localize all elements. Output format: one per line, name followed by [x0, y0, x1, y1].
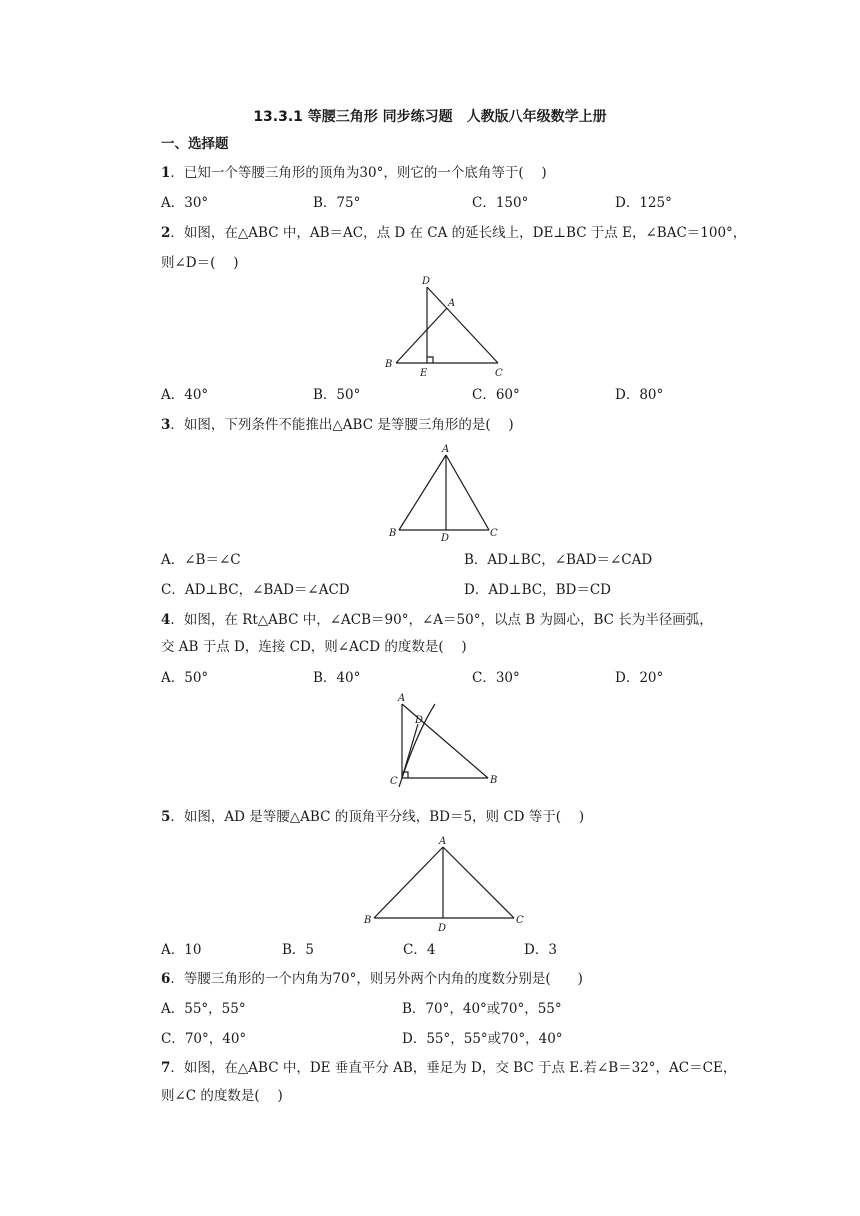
label-e: E: [420, 368, 428, 379]
question-text: ．已知一个等腰三角形的顶角为30°，则它的一个底角等于( ): [170, 165, 547, 181]
option-a: A．30°: [161, 195, 209, 211]
label-d: D: [422, 276, 431, 287]
label-d: D: [438, 923, 447, 934]
label-a: A: [442, 444, 450, 455]
segment-ac: [446, 455, 489, 530]
segment-ab: [399, 455, 446, 530]
question-number: 3: [161, 417, 171, 433]
question-text: ．等腰三角形的一个内角为70°，则另外两个内角的度数分别是( ): [170, 971, 583, 987]
label-d: D: [415, 715, 424, 726]
right-angle-mark: [427, 357, 433, 363]
segment-dc: [427, 287, 498, 363]
question-7: [161, 1059, 736, 1077]
option-b: B．40°: [313, 670, 361, 686]
segment-ab: [374, 847, 443, 918]
label-c: C: [390, 776, 398, 787]
figure-q2: [380, 275, 510, 380]
option-c: C．150°: [472, 195, 529, 211]
option-d: D．3: [524, 942, 557, 958]
page-title: 13.3.1 等腰三角形 同步练习题 人教版八年级数学上册: [253, 109, 607, 125]
label-d: D: [441, 533, 450, 544]
option-c: C．30°: [472, 670, 520, 686]
option-d: D．AD⊥BC，BD＝CD: [464, 582, 611, 598]
option-c: C．AD⊥BC，∠BAD＝∠ACD: [161, 582, 350, 598]
option-b: B．AD⊥BC，∠BAD＝∠CAD: [464, 552, 653, 568]
label-b: B: [364, 915, 372, 926]
option-a: A．55°，55°: [161, 1001, 246, 1017]
label-c: C: [495, 368, 503, 379]
question-2-continuation: 则∠D＝( ): [161, 255, 239, 271]
question-text: ．如图，在△ABC 中，DE 垂直平分 AB，垂足为 D，交 BC 于点 E.若∠B＝32°，AC＝CE，: [170, 1060, 737, 1076]
option-a: A．∠B＝∠C: [161, 552, 241, 568]
question-6: [161, 970, 583, 988]
question-text: ．如图，下列条件不能推出△ABC 是等腰三角形的是( ): [170, 417, 514, 433]
question-number: 7: [161, 1060, 171, 1076]
question-text: ．如图，在 Rt△ABC 中，∠ACB＝90°，∠A＝50°，以点 B 为圆心，BC 长为半径画弧，: [170, 612, 713, 628]
question-7-continuation: 则∠C 的度数是( ): [161, 1088, 283, 1104]
figure-q4: [388, 692, 503, 797]
question-3: [161, 416, 514, 434]
question-4: [161, 611, 713, 629]
segment-ac: [443, 847, 514, 918]
option-b: B．75°: [313, 195, 361, 211]
figure-q5: [360, 832, 530, 937]
question-2: [161, 224, 746, 242]
label-a: A: [398, 693, 406, 704]
question-5: [161, 808, 584, 826]
question-number: 4: [161, 612, 171, 628]
option-b: B．5: [282, 942, 315, 958]
label-c: C: [490, 528, 498, 539]
label-b: B: [389, 528, 397, 539]
question-number: 2: [161, 225, 171, 241]
option-c: C．60°: [472, 387, 520, 403]
option-a: A．40°: [161, 387, 209, 403]
label-c: C: [516, 915, 524, 926]
label-a: A: [448, 298, 456, 309]
option-d: D．20°: [615, 670, 664, 686]
question-text: ．如图，在△ABC 中，AB＝AC，点 D 在 CA 的延长线上，DE⊥BC 于点 E，∠BAC＝100°，: [170, 225, 747, 241]
label-a: A: [439, 836, 447, 847]
question-4-continuation: 交 AB 于点 D，连接 CD，则∠ACD 的度数是( ): [161, 639, 467, 655]
question-number: 6: [161, 971, 171, 987]
question-number: 1: [161, 165, 171, 181]
question-1: [161, 164, 547, 182]
segment-ba: [396, 308, 447, 363]
question-number: 5: [161, 809, 171, 825]
option-c: C．4: [403, 942, 436, 958]
option-d: D．125°: [615, 195, 672, 211]
option-c: C．70°，40°: [161, 1031, 247, 1047]
option-d: D．55°，55°或70°，40°: [402, 1031, 563, 1047]
label-b: B: [490, 775, 498, 786]
option-b: B．50°: [313, 387, 361, 403]
option-d: D．80°: [615, 387, 664, 403]
question-text: ．如图，AD 是等腰△ABC 的顶角平分线，BD＝5，则 CD 等于( ): [170, 809, 585, 825]
option-a: A．10: [161, 942, 202, 958]
option-b: B．70°，40°或70°，55°: [402, 1001, 562, 1017]
figure-q3: [385, 440, 505, 545]
section-heading: 一、选择题: [161, 136, 229, 152]
option-a: A．50°: [161, 670, 209, 686]
label-b: B: [385, 359, 393, 370]
